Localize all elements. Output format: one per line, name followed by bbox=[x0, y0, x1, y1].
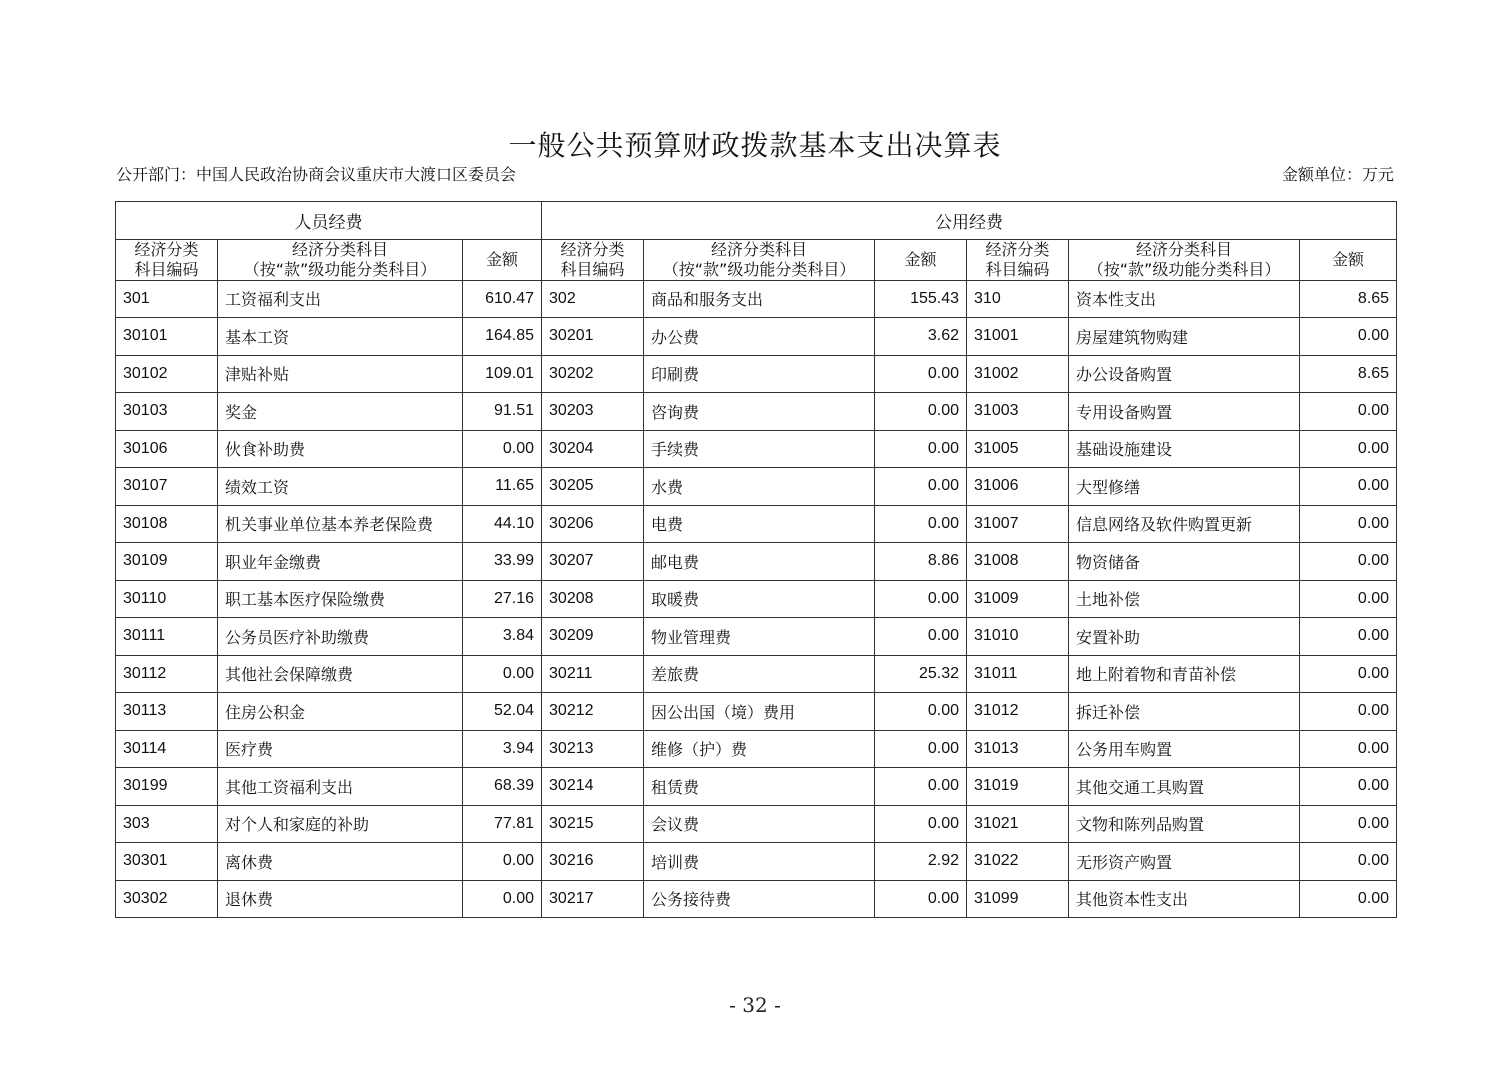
cell-code: 31008 bbox=[967, 543, 1069, 581]
cell-code: 30211 bbox=[542, 655, 644, 693]
cell-name: 印刷费 bbox=[644, 355, 875, 393]
header-name bbox=[1069, 239, 1300, 280]
cell-name: 培训费 bbox=[644, 843, 875, 881]
cell-code: 303 bbox=[116, 805, 218, 843]
table-row bbox=[116, 805, 1397, 843]
cell-code: 31021 bbox=[967, 805, 1069, 843]
cell-amount: 0.00 bbox=[875, 730, 967, 768]
cell-code: 30102 bbox=[116, 355, 218, 393]
cell-name: 拆迁补偿 bbox=[1069, 693, 1300, 731]
cell-code: 310 bbox=[967, 280, 1069, 318]
cell-name: 水费 bbox=[644, 468, 875, 506]
cell-code: 30206 bbox=[542, 505, 644, 543]
cell-code: 30201 bbox=[542, 318, 644, 356]
cell-name: 电费 bbox=[644, 505, 875, 543]
cell-amount: 3.62 bbox=[875, 318, 967, 356]
cell-code: 30108 bbox=[116, 505, 218, 543]
cell-code: 30217 bbox=[542, 880, 644, 918]
cell-code: 30114 bbox=[116, 730, 218, 768]
cell-name: 因公出国（境）费用 bbox=[644, 693, 875, 731]
header-code-line1: 经济分类 bbox=[985, 239, 1050, 259]
header-code bbox=[116, 239, 218, 280]
cell-code: 30199 bbox=[116, 768, 218, 806]
cell-amount: 8.65 bbox=[1300, 355, 1397, 393]
table-row bbox=[116, 880, 1397, 918]
header-name-line2: （按“款”级功能分类科目） bbox=[662, 259, 856, 279]
cell-name: 房屋建筑物购建 bbox=[1069, 318, 1300, 356]
cell-name: 手续费 bbox=[644, 430, 875, 468]
header-amount: 金额 bbox=[875, 239, 967, 280]
cell-name: 咨询费 bbox=[644, 393, 875, 431]
header-name bbox=[644, 239, 875, 280]
cell-code: 30113 bbox=[116, 693, 218, 731]
cell-amount: 0.00 bbox=[463, 430, 542, 468]
cell-code: 302 bbox=[542, 280, 644, 318]
cell-name: 奖金 bbox=[218, 393, 463, 431]
cell-amount: 0.00 bbox=[875, 355, 967, 393]
cell-code: 30103 bbox=[116, 393, 218, 431]
cell-name: 工资福利支出 bbox=[218, 280, 463, 318]
table-body bbox=[116, 280, 1397, 918]
cell-name: 地上附着物和青苗补偿 bbox=[1069, 655, 1300, 693]
cell-name: 文物和陈列品购置 bbox=[1069, 805, 1300, 843]
cell-code: 30215 bbox=[542, 805, 644, 843]
cell-name: 大型修缮 bbox=[1069, 468, 1300, 506]
cell-code: 30107 bbox=[116, 468, 218, 506]
cell-code: 31011 bbox=[967, 655, 1069, 693]
header-code bbox=[542, 239, 644, 280]
table-row bbox=[116, 393, 1397, 431]
cell-code: 31003 bbox=[967, 393, 1069, 431]
cell-name: 公务员医疗补助缴费 bbox=[218, 618, 463, 656]
cell-amount: 0.00 bbox=[875, 768, 967, 806]
cell-name: 办公设备购置 bbox=[1069, 355, 1300, 393]
cell-amount: 3.84 bbox=[463, 618, 542, 656]
table-row bbox=[116, 843, 1397, 881]
cell-code: 31001 bbox=[967, 318, 1069, 356]
cell-name: 其他资本性支出 bbox=[1069, 880, 1300, 918]
cell-name: 取暖费 bbox=[644, 580, 875, 618]
cell-amount: 0.00 bbox=[1300, 618, 1397, 656]
cell-code: 30209 bbox=[542, 618, 644, 656]
cell-amount: 0.00 bbox=[1300, 805, 1397, 843]
cell-name: 会议费 bbox=[644, 805, 875, 843]
table-row bbox=[116, 468, 1397, 506]
cell-code: 30110 bbox=[116, 580, 218, 618]
cell-amount: 0.00 bbox=[1300, 768, 1397, 806]
cell-amount: 33.99 bbox=[463, 543, 542, 581]
header-name-line1: 经济分类科目 bbox=[291, 239, 388, 259]
header-code-line1: 经济分类 bbox=[134, 239, 199, 259]
department-label: 公开部门：中国人民政治协商会议重庆市大渡口区委员会 bbox=[116, 165, 517, 184]
header-name-line2: （按“款”级功能分类科目） bbox=[243, 259, 437, 279]
cell-code: 30111 bbox=[116, 618, 218, 656]
cell-code: 30112 bbox=[116, 655, 218, 693]
table-row bbox=[116, 280, 1397, 318]
cell-name: 物资储备 bbox=[1069, 543, 1300, 581]
cell-amount: 0.00 bbox=[875, 693, 967, 731]
cell-amount: 77.81 bbox=[463, 805, 542, 843]
cell-code: 30302 bbox=[116, 880, 218, 918]
cell-code: 30207 bbox=[542, 543, 644, 581]
cell-code: 30301 bbox=[116, 843, 218, 881]
cell-name: 机关事业单位基本养老保险费 bbox=[218, 505, 463, 543]
cell-code: 31005 bbox=[967, 430, 1069, 468]
cell-amount: 0.00 bbox=[1300, 693, 1397, 731]
cell-amount: 610.47 bbox=[463, 280, 542, 318]
cell-amount: 0.00 bbox=[1300, 730, 1397, 768]
cell-amount: 0.00 bbox=[1300, 580, 1397, 618]
cell-code: 30212 bbox=[542, 693, 644, 731]
cell-name: 职业年金缴费 bbox=[218, 543, 463, 581]
cell-amount: 8.86 bbox=[875, 543, 967, 581]
cell-amount: 0.00 bbox=[875, 430, 967, 468]
cell-amount: 3.94 bbox=[463, 730, 542, 768]
table-row bbox=[116, 430, 1397, 468]
header-code-line2: 科目编码 bbox=[560, 259, 625, 279]
cell-name: 维修（护）费 bbox=[644, 730, 875, 768]
cell-amount: 0.00 bbox=[1300, 843, 1397, 881]
cell-amount: 27.16 bbox=[463, 580, 542, 618]
cell-code: 30106 bbox=[116, 430, 218, 468]
cell-amount: 2.92 bbox=[875, 843, 967, 881]
cell-name: 伙食补助费 bbox=[218, 430, 463, 468]
cell-name: 其他工资福利支出 bbox=[218, 768, 463, 806]
cell-code: 30213 bbox=[542, 730, 644, 768]
cell-code: 31002 bbox=[967, 355, 1069, 393]
cell-name: 职工基本医疗保险缴费 bbox=[218, 580, 463, 618]
cell-amount: 0.00 bbox=[1300, 318, 1397, 356]
cell-code: 30214 bbox=[542, 768, 644, 806]
cell-name: 租赁费 bbox=[644, 768, 875, 806]
cell-amount: 0.00 bbox=[875, 505, 967, 543]
cell-name: 绩效工资 bbox=[218, 468, 463, 506]
table-row bbox=[116, 355, 1397, 393]
header-code-line1: 经济分类 bbox=[560, 239, 625, 259]
cell-name: 公务用车购置 bbox=[1069, 730, 1300, 768]
cell-name: 其他交通工具购置 bbox=[1069, 768, 1300, 806]
cell-name: 资本性支出 bbox=[1069, 280, 1300, 318]
cell-name: 住房公积金 bbox=[218, 693, 463, 731]
cell-code: 30216 bbox=[542, 843, 644, 881]
cell-amount: 0.00 bbox=[1300, 543, 1397, 581]
cell-code: 31007 bbox=[967, 505, 1069, 543]
cell-name: 对个人和家庭的补助 bbox=[218, 805, 463, 843]
header-name-line2: （按“款”级功能分类科目） bbox=[1087, 259, 1281, 279]
cell-name: 办公费 bbox=[644, 318, 875, 356]
cell-code: 31013 bbox=[967, 730, 1069, 768]
cell-name: 公务接待费 bbox=[644, 880, 875, 918]
cell-name: 专用设备购置 bbox=[1069, 393, 1300, 431]
cell-name: 离休费 bbox=[218, 843, 463, 881]
cell-amount: 44.10 bbox=[463, 505, 542, 543]
cell-name: 邮电费 bbox=[644, 543, 875, 581]
unit-label: 金额单位：万元 bbox=[1281, 165, 1394, 184]
cell-code: 30204 bbox=[542, 430, 644, 468]
cell-name: 其他社会保障缴费 bbox=[218, 655, 463, 693]
cell-amount: 0.00 bbox=[1300, 505, 1397, 543]
table-row bbox=[116, 655, 1397, 693]
cell-code: 31022 bbox=[967, 843, 1069, 881]
page-title: 一般公共预算财政拨款基本支出决算表 bbox=[508, 129, 1002, 162]
page-number: - 32 - bbox=[729, 993, 781, 1017]
cell-code: 31012 bbox=[967, 693, 1069, 731]
cell-amount: 0.00 bbox=[875, 580, 967, 618]
cell-amount: 0.00 bbox=[463, 843, 542, 881]
expenditure-table bbox=[115, 201, 1397, 918]
cell-code: 31019 bbox=[967, 768, 1069, 806]
header-amount: 金额 bbox=[1300, 239, 1397, 280]
cell-amount: 0.00 bbox=[875, 805, 967, 843]
header-code-line2: 科目编码 bbox=[134, 259, 199, 279]
header-name-line1: 经济分类科目 bbox=[1136, 239, 1233, 259]
cell-amount: 0.00 bbox=[463, 655, 542, 693]
cell-amount: 0.00 bbox=[1300, 468, 1397, 506]
cell-amount: 0.00 bbox=[875, 618, 967, 656]
table-row bbox=[116, 505, 1397, 543]
header-amount: 金额 bbox=[463, 239, 542, 280]
cell-amount: 11.65 bbox=[463, 468, 542, 506]
header-name-line1: 经济分类科目 bbox=[711, 239, 808, 259]
cell-amount: 0.00 bbox=[875, 393, 967, 431]
cell-amount: 155.43 bbox=[875, 280, 967, 318]
cell-name: 基础设施建设 bbox=[1069, 430, 1300, 468]
header-name bbox=[218, 239, 463, 280]
cell-amount: 0.00 bbox=[1300, 393, 1397, 431]
table-row bbox=[116, 730, 1397, 768]
cell-name: 差旅费 bbox=[644, 655, 875, 693]
cell-name: 信息网络及软件购置更新 bbox=[1069, 505, 1300, 543]
cell-code: 30202 bbox=[542, 355, 644, 393]
cell-code: 31010 bbox=[967, 618, 1069, 656]
section-public: 公用经费 bbox=[542, 202, 1397, 240]
cell-code: 30203 bbox=[542, 393, 644, 431]
cell-name: 基本工资 bbox=[218, 318, 463, 356]
table-row bbox=[116, 768, 1397, 806]
cell-code: 31099 bbox=[967, 880, 1069, 918]
cell-code: 30101 bbox=[116, 318, 218, 356]
cell-name: 医疗费 bbox=[218, 730, 463, 768]
cell-amount: 0.00 bbox=[1300, 880, 1397, 918]
cell-name: 退休费 bbox=[218, 880, 463, 918]
cell-amount: 0.00 bbox=[1300, 655, 1397, 693]
cell-name: 物业管理费 bbox=[644, 618, 875, 656]
cell-name: 安置补助 bbox=[1069, 618, 1300, 656]
table-row bbox=[116, 543, 1397, 581]
cell-amount: 91.51 bbox=[463, 393, 542, 431]
cell-amount: 0.00 bbox=[875, 468, 967, 506]
cell-code: 31009 bbox=[967, 580, 1069, 618]
cell-code: 30208 bbox=[542, 580, 644, 618]
header-code-line2: 科目编码 bbox=[985, 259, 1050, 279]
cell-code: 30205 bbox=[542, 468, 644, 506]
cell-name: 商品和服务支出 bbox=[644, 280, 875, 318]
cell-amount: 0.00 bbox=[875, 880, 967, 918]
cell-amount: 8.65 bbox=[1300, 280, 1397, 318]
table-row bbox=[116, 318, 1397, 356]
table-row bbox=[116, 693, 1397, 731]
cell-amount: 68.39 bbox=[463, 768, 542, 806]
cell-name: 津贴补贴 bbox=[218, 355, 463, 393]
header-code bbox=[967, 239, 1069, 280]
cell-amount: 109.01 bbox=[463, 355, 542, 393]
cell-amount: 164.85 bbox=[463, 318, 542, 356]
table-row bbox=[116, 618, 1397, 656]
cell-name: 无形资产购置 bbox=[1069, 843, 1300, 881]
cell-name: 土地补偿 bbox=[1069, 580, 1300, 618]
cell-amount: 25.32 bbox=[875, 655, 967, 693]
cell-code: 31006 bbox=[967, 468, 1069, 506]
section-personnel: 人员经费 bbox=[116, 202, 542, 240]
cell-amount: 52.04 bbox=[463, 693, 542, 731]
cell-code: 30109 bbox=[116, 543, 218, 581]
cell-code: 301 bbox=[116, 280, 218, 318]
table-row bbox=[116, 580, 1397, 618]
cell-amount: 0.00 bbox=[1300, 430, 1397, 468]
cell-amount: 0.00 bbox=[463, 880, 542, 918]
